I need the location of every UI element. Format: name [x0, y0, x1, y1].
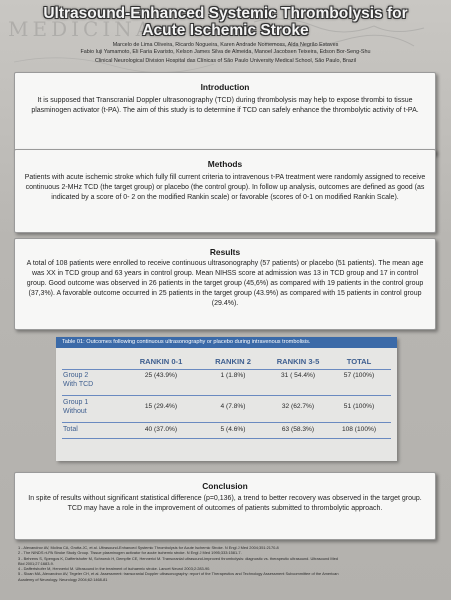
authors — [60, 42, 391, 56]
background-word: MEDICINA — [8, 17, 155, 41]
title-line-1: Ultrasound-Enhanced Systemic Thrombolysis for — [43, 5, 408, 22]
authors-line-2: Fabio Iuji Yamamoto, Eli Faria Evaristo, Kelson James Silva de Almeida, Manoel Jacobsen Teixeira, Edson Bor-Seng-Shu — [80, 49, 371, 55]
table-cell: 31 ( 54.4%) — [280, 372, 316, 379]
column-header-rankin-0-1: RANKIN 0-1 — [139, 357, 183, 366]
introduction-section — [14, 72, 436, 155]
column-header-rankin-2: RANKIN 2 — [215, 357, 251, 366]
conclusion-heading: Conclusion — [202, 481, 248, 491]
title-line-2: Acute Ischemic Stroke — [142, 22, 309, 39]
row-divider — [62, 438, 391, 439]
row-label-group-2 — [63, 371, 123, 389]
reference-item: Academy of Neurology. Neurology 2004;62:1468-81 — [18, 576, 108, 582]
reference-item: 1 - Alexandrov AV, Molina CA, Grotta JC, et al. Ultrasound-Enhanced Systemic Thrombolysis for Acute Ischemic Stroke. N Engl J Med 2004;351:2170-8 — [18, 545, 279, 550]
outcomes-table — [56, 337, 397, 461]
table-caption: Table 01: Outcomes following continuous ultrasonography or placebo during intravenous trombolisis. — [56, 337, 397, 348]
reference-item: 3 - Behrens S, Spengos K, Daffertshofer M, Schroeck H, Dempfle CE, Hennerici M. Transcranial ultrasound-improved thrombolysis: diagnostic vs. therapeutic ultrasound. Ultrasound Med — [18, 555, 338, 561]
reference-item: 5 - Sloan MA, Alexandrov AV, Tegeler CH, et al. Assessment: transcranial Doppler ultrasonography: report of the Therapeutics and Technology Assessment Subcommittee of the American — [18, 571, 339, 577]
introduction-text: It is supposed that Transcranial Doppler ultrasonography (TCD) during thrombolysis may help to expose thrombi to tissue plasminogen activator (t-PA). The aim of this study is to determine if TCD can safely enhance the thrombolytic activity of t-PA. — [31, 97, 419, 114]
conclusion-text: In spite of results without significant statistical difference (p=0,136), a trend to better recovery was observed in the target group. TCD may have a role in the improvement of outcomes of patients submitted to thrombolytic approach. — [28, 495, 422, 512]
table-cell: 32 (62.7%) — [281, 403, 315, 410]
table-cell: 1 (1.8%) — [220, 372, 246, 379]
column-header-rankin-3-5: RANKIN 3-5 — [276, 357, 320, 366]
table-cell: 4 (7.8%) — [220, 403, 246, 410]
conclusion-section — [14, 472, 436, 540]
table-cell: 63 (58.3%) — [281, 426, 315, 433]
poster-header — [0, 0, 451, 76]
table-cell: 25 (43.9%) — [144, 372, 178, 379]
row-divider — [62, 395, 391, 396]
row-label-line-1: Group 2 — [63, 372, 89, 379]
introduction-heading: Introduction — [200, 82, 250, 92]
table-cell: 108 (100%) — [341, 426, 377, 433]
row-label-line-2: With TCD — [63, 381, 94, 388]
table-cell: 40 (37.0%) — [144, 426, 178, 433]
methods-section — [14, 149, 436, 233]
authors-line-1: Marcelo de Lima Oliveira, Ricardo Nogueira, Karen Andrade Nomemoss, Alda Negrão Estaves — [112, 42, 339, 48]
results-heading: Results — [209, 247, 241, 257]
reference-item: 4 - Daffertshofer M, Hennerici M. Ultrasound in the treatment of ischaemic stroke. Lancet Neurol 2003;2:283-90. — [18, 566, 211, 572]
row-divider — [62, 422, 391, 423]
methods-heading: Methods — [207, 159, 243, 169]
references — [18, 545, 438, 582]
table-cell: 15 (29.4%) — [144, 403, 178, 410]
poster-title — [40, 5, 411, 39]
row-label-group-1 — [63, 398, 123, 416]
results-section — [14, 238, 436, 330]
table-cell: 51 (100%) — [343, 403, 375, 410]
results-text: A total of 108 patients were enrolled to receive continuous ultrasonography (57 patients) or placebo (51 patients). The mean age was XX in TCD group and 63 years in control group. Mean NIHSS score at admission was 13 in TCD group and 17 in control group. Good outcome was observed in 26 patients in the target group (45,6%) as compared with 19 patients in the control group (37,3%). A favorable outcome occurred in 25 patients in the target group (43.9%) as compared with 15 patients in control group (29.4%). — [26, 260, 424, 307]
table-cell: 5 (4.6%) — [220, 426, 246, 433]
methods-text: Patients with acute ischemic stroke which fully fill current criteria to intravenous t-PA treatment were randomly assigned to receive continuous 2-MHz TCD (the target group) or placebo (the control group). In follow up analysis, outcomes are defined as good (as indicated by a score of 0- 2 on the modified Rankin scale) or favorable (scores of 0-1 on modified Rankin Scale). — [24, 174, 426, 201]
table-cell: 57 (100%) — [343, 372, 375, 379]
row-divider — [62, 369, 391, 370]
reference-item: Biol 2001;27:1683-9. — [18, 560, 54, 566]
row-label-total: Total — [63, 426, 78, 433]
row-label-line-1: Group 1 — [63, 399, 89, 406]
column-header-total: TOTAL — [346, 357, 372, 366]
affiliation: Clinical Neurological Division Hospital das Clínicas of São Paulo University Medical School, São Paulo, Brazil — [95, 58, 356, 64]
row-label-line-2: Without — [63, 408, 87, 415]
reference-item: 2 - The NINDS rt-PA Stroke Study Group. Tissue plasminogen activator for acute ischemic stroke. N Engl J Med 1995;333:1581-7. — [18, 550, 242, 556]
